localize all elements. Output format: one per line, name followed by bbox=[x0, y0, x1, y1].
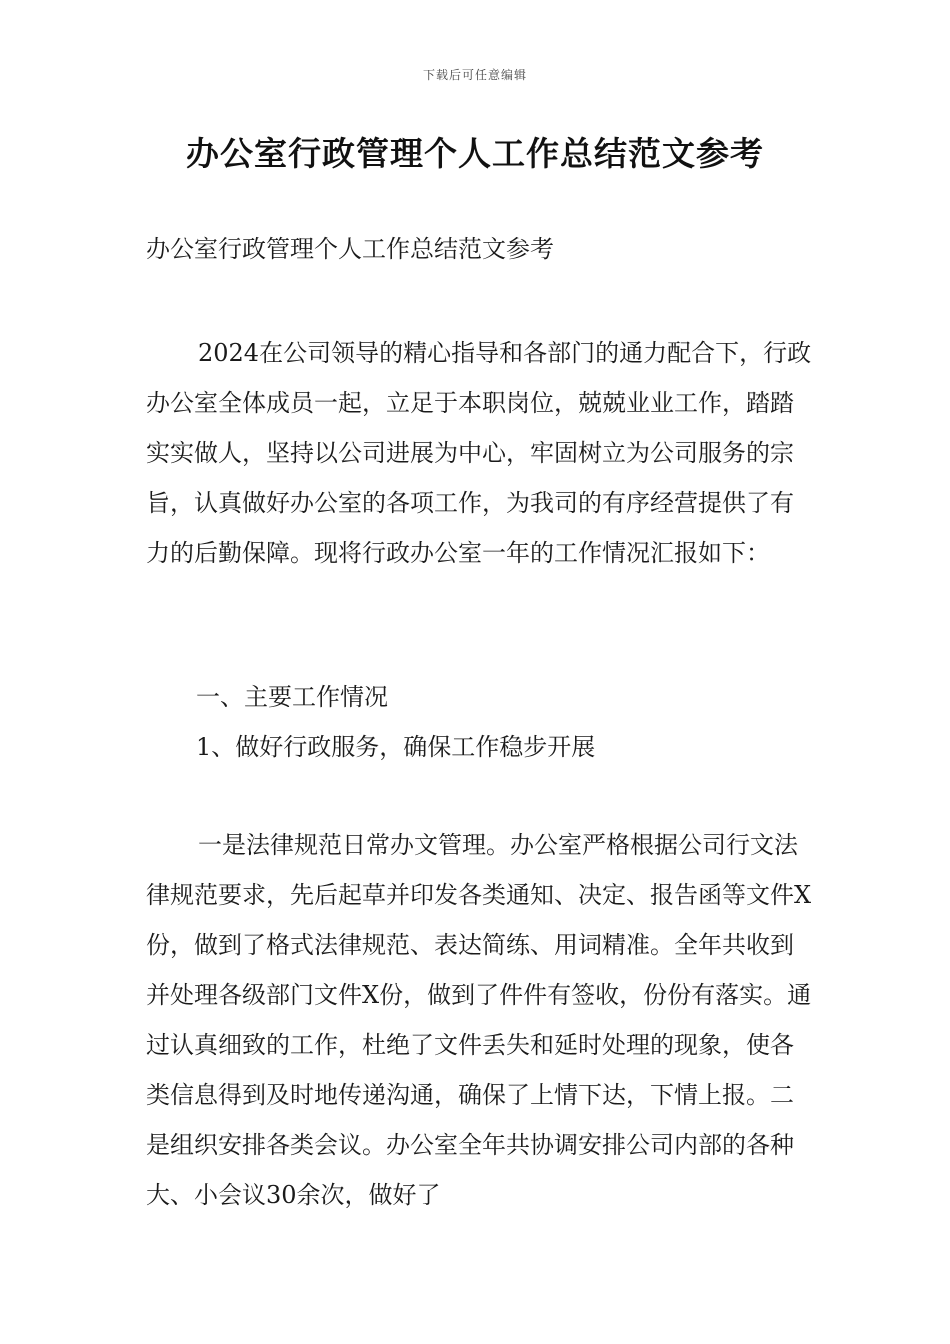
document-title: 办公室行政管理个人工作总结范文参考 bbox=[186, 134, 764, 173]
paragraph-body: 一是法律规范日常办文管理。办公室严格根据公司行文法律规范要求，先后起草并印发各类通知、决定、报告函等文件X份，做到了格式法律规范、表达简练、用词精准。全年共收到并处理各级部门文件X份，做到了件件有签收，份份有落实。通过认真细致的工作，杜绝了文件丢失和延时处理的现象，使各类信息得到及时地传递沟通，确保了上情下达，下情上报。二是组织安排各类会议。办公室全年共协调安排公司内部的各种大、小会议30余次，做好了 bbox=[146, 831, 812, 1209]
section-heading: 一、主要工作情况 bbox=[196, 683, 388, 711]
paragraph-intro: 2024在公司领导的精心指导和各部门的通力配合下，行政办公室全体成员一起，立足于本职岗位，兢兢业业工作，踏踏实实做人，坚持以公司进展为中心，牢固树立为公司服务的宗旨，认真做好办公室的各项工作，为我司的有序经营提供了有力的后勤保障。现将行政办公室一年的工作情况汇报如下： bbox=[146, 339, 812, 567]
document-subtitle: 办公室行政管理个人工作总结范文参考 bbox=[146, 235, 554, 263]
sub-heading: 1、做好行政服务，确保工作稳步开展 bbox=[196, 733, 596, 761]
header-note: 下载后可任意编辑 bbox=[422, 68, 527, 82]
